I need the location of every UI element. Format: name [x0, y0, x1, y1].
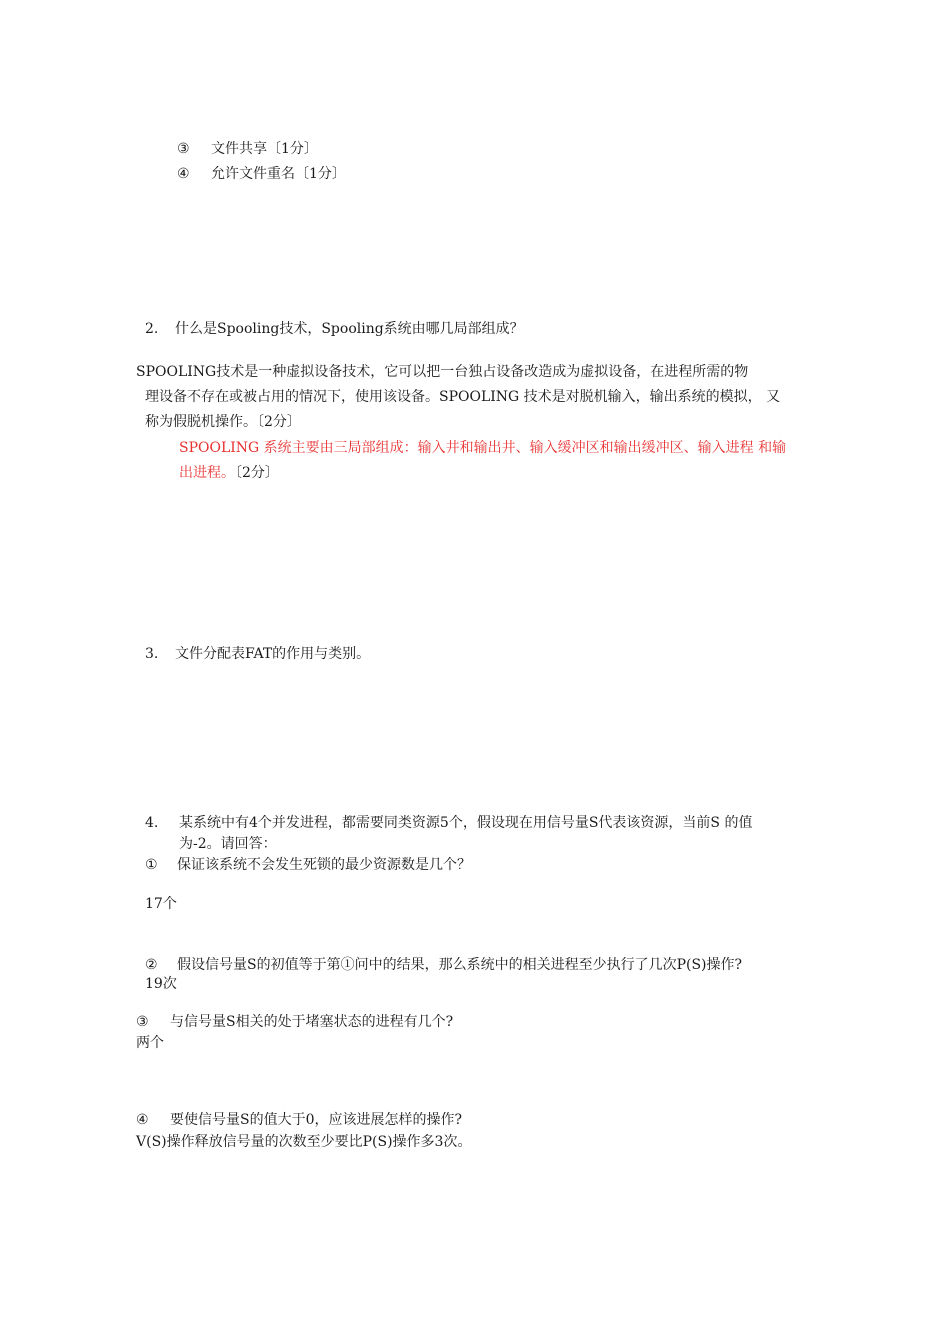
list-item-allow-rename — [177, 164, 346, 184]
question-4 — [145, 813, 752, 833]
list-marker: ④ — [177, 166, 190, 182]
question-3 — [145, 644, 370, 664]
question-text: 某系统中有4个并发进程，都需要同类资源5个，假设现在用信号量S代表该资源，当前S 的值 — [179, 815, 753, 831]
sub-marker: ④ — [136, 1112, 149, 1128]
question-number: 2. — [145, 321, 159, 337]
list-item-text: 允许文件重名〔1分〕 — [211, 166, 346, 182]
question-text: 文件分配表FAT的作用与类别。 — [175, 646, 371, 662]
sub-answer-2: 19次 — [145, 976, 177, 992]
sub-question-text: 与信号量S相关的处于堵塞状态的进程有几个? — [170, 1014, 454, 1030]
q2-answer-line-1: SPOOLING技术是一种虚拟设备技术，它可以把一台独占设备改造成为虚拟设备，在进程所需的物 — [136, 364, 749, 380]
sub-marker: ③ — [136, 1014, 149, 1030]
sub-answer-3: 两个 — [136, 1035, 164, 1051]
sub-question-4 — [136, 1110, 462, 1130]
q2-red-answer-line-2 — [179, 463, 279, 483]
sub-question-text: 要使信号量S的值大于0，应该进展怎样的操作? — [170, 1112, 463, 1128]
question-number: 4. — [145, 815, 159, 831]
question-2 — [145, 319, 524, 339]
question-number: 3. — [145, 646, 159, 662]
q2-answer-line-2: 理设备不存在或被占用的情况下，使用该设备。SPOOLING 技术是对脱机输入，输出系统的模拟， 又 — [145, 389, 781, 405]
q2-red-answer-line-1: SPOOLING 系统主要由三局部组成：输入井和输出井、输入缓冲区和输出缓冲区、输入进程 和输 — [179, 440, 787, 456]
list-item-file-sharing — [177, 139, 318, 159]
list-marker: ③ — [177, 141, 190, 157]
sub-question-2 — [145, 955, 742, 975]
sub-question-text: 假设信号量S的初值等于第①问中的结果，那么系统中的相关进程至少执行了几次P(S)操作? — [177, 957, 743, 973]
list-item-text: 文件共享〔1分〕 — [211, 141, 318, 157]
sub-question-1 — [145, 855, 471, 875]
sub-marker: ② — [145, 957, 158, 973]
sub-question-text: 保证该系统不会发生死锁的最少资源数是几个？ — [177, 857, 471, 873]
sub-answer-1: 17个 — [145, 896, 177, 912]
q2-answer-line-3: 称为假脱机操作。〔2分〕 — [145, 414, 301, 430]
sub-marker: ① — [145, 857, 158, 873]
question-text: 什么是Spooling技术，Spooling系统由哪几局部组成？ — [175, 321, 524, 337]
sub-question-3 — [136, 1012, 453, 1032]
score-note: 〔2分〕 — [235, 465, 279, 481]
question-4-line-2: 为-2。请回答： — [179, 836, 277, 852]
red-answer-text: 出进程。 — [179, 465, 235, 481]
sub-answer-4: V(S)操作释放信号量的次数至少要比P(S)操作多3次。 — [136, 1134, 472, 1150]
